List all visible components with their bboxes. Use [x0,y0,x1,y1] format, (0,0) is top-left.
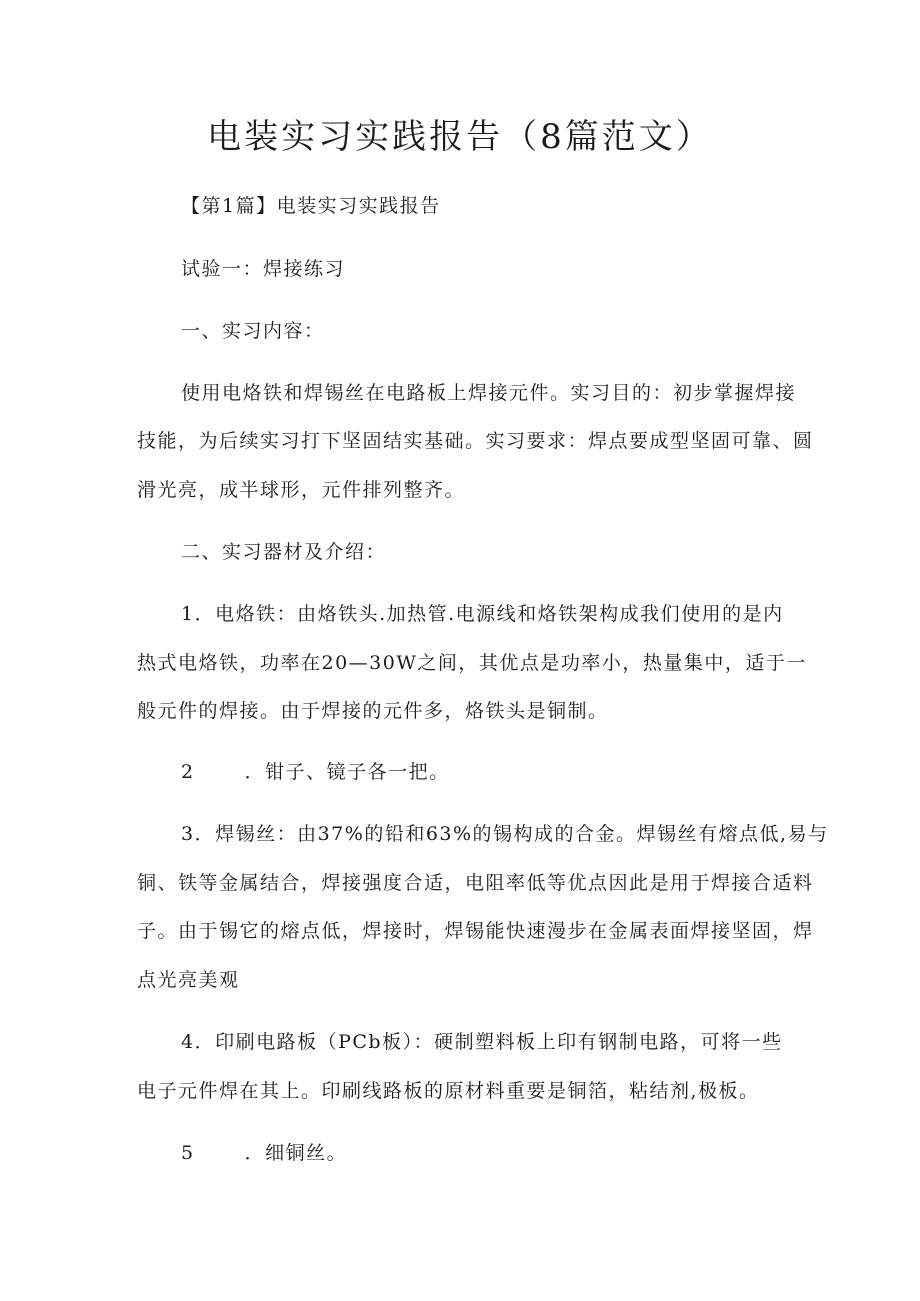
para1-line: 技能，为后续实习打下坚固结实基础。实习要求：焊点要成型坚固可靠、圆 [137,430,814,452]
item3-line: 子。由于锡它的熔点低，焊接时，焊锡能快速漫步在金属表面焊接坚固，焊 [137,920,814,942]
item2-line [181,759,450,785]
item4-line: 电子元件焊在其上。印刷线路板的原材料重要是铜箔，粘结剂,极板。 [137,1080,760,1102]
item1-line: 1．电烙铁：由烙铁头.加热管.电源线和烙铁架构成我们使用的是内 [181,603,784,625]
item5-number: 5 [181,1142,195,1164]
section-header: 【第1篇】电装实习实践报告 [181,195,441,217]
item5-text: ．细铜丝。 [244,1142,348,1164]
item3-line: 3．焊锡丝：由37%的铅和63%的锡构成的合金。焊锡丝有熔点低,易与 [181,823,829,845]
heading-content: 一、实习内容： [181,320,325,342]
item1-line: 热式电烙铁，功率在20—30W之间，其优点是功率小，热量集中，适于一 [137,652,807,674]
para1-line: 使用电烙铁和焊锡丝在电路板上焊接元件。实习目的：初步掌握焊接 [181,382,797,404]
item3-line: 铜、铁等金属结合，焊接强度合适，电阻率低等优点因此是用于焊接合适料 [137,872,814,894]
item1-line: 般元件的焊接。由于焊接的元件多，烙铁头是铜制。 [137,700,609,722]
item5-line [181,1140,347,1166]
item2-number: 2 [181,761,195,783]
experiment-heading: 试验一：焊接练习 [181,258,346,280]
item3-line: 点光亮美观 [137,969,240,991]
item4-line: 4．印刷电路板（PCb板）：硬制塑料板上印有钢制电路，可将一些 [181,1031,783,1053]
item2-text: ．钳子、镜子各一把。 [244,761,450,783]
para1-line: 滑光亮，成半球形，元件排列整齐。 [137,479,466,501]
heading-equipment: 二、实习器材及介绍： [181,541,387,563]
document-title: 电装实习实践报告（8篇范文） [207,117,713,157]
